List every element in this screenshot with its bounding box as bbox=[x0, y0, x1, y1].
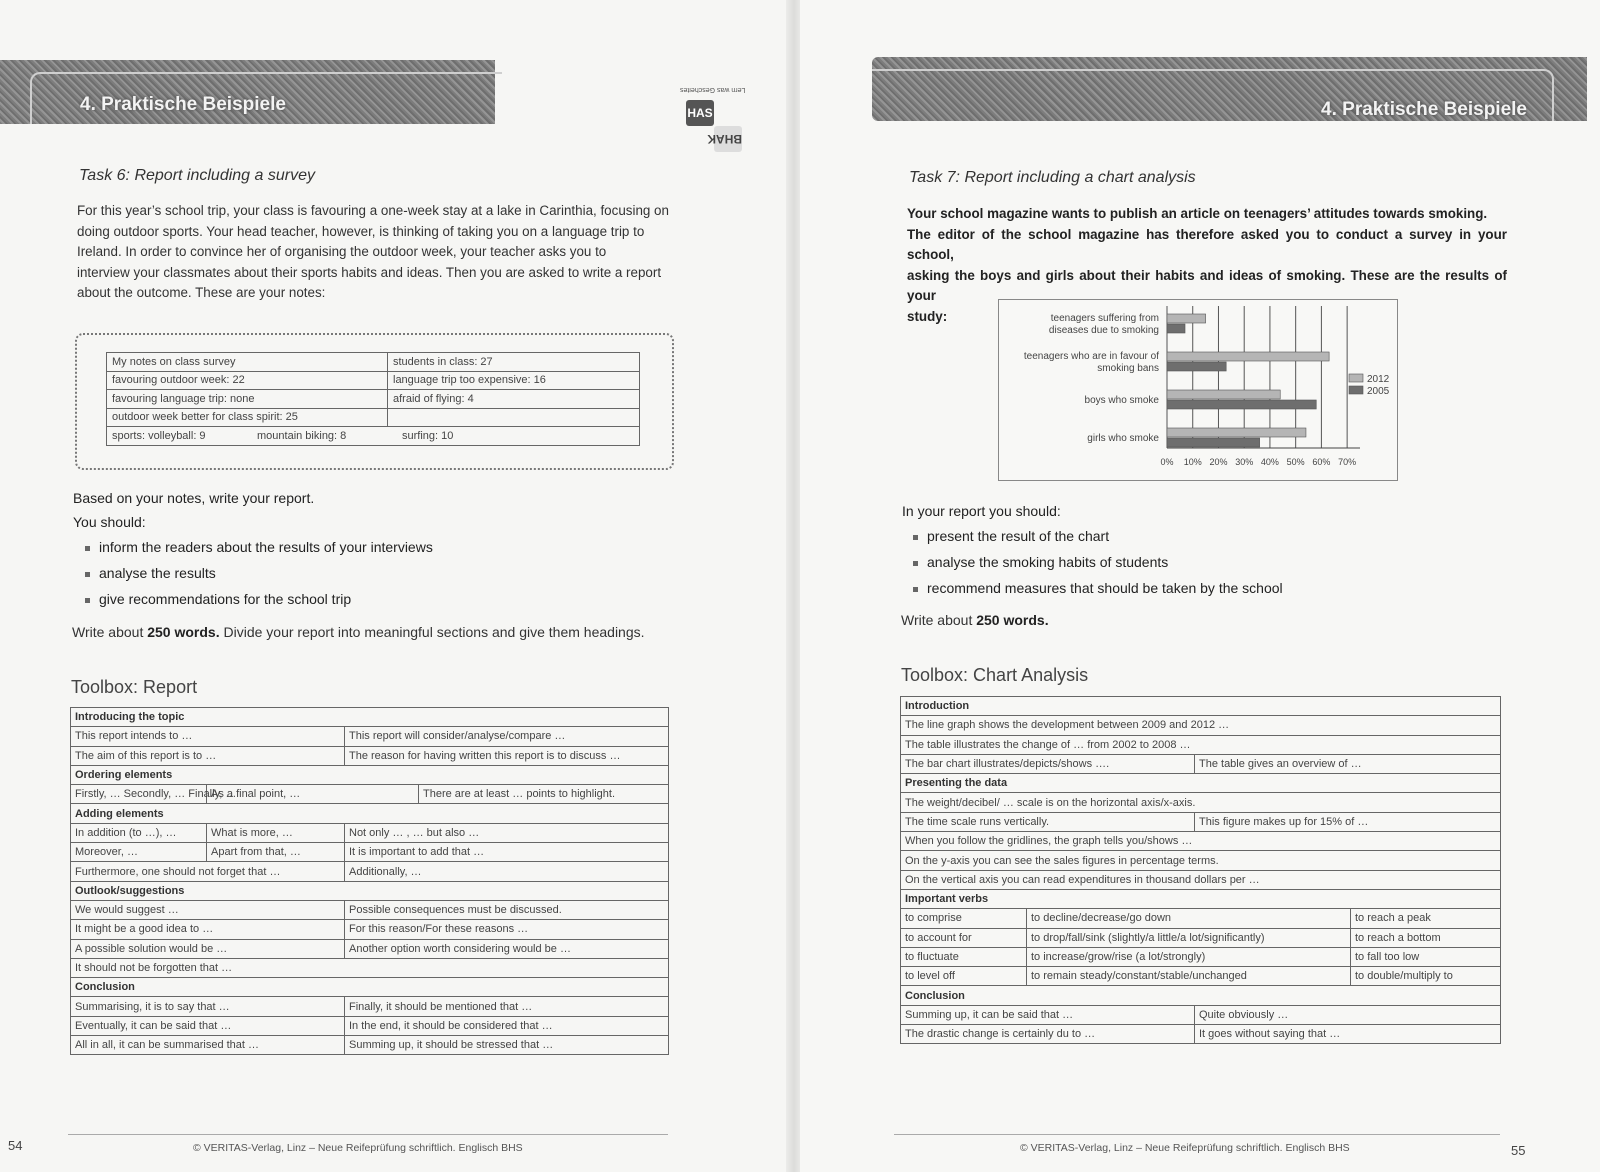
left-banner-title: 4. Praktische Beispiele bbox=[80, 94, 286, 115]
legend-swatch-2012 bbox=[1349, 374, 1363, 382]
category-label: girls who smoke bbox=[1087, 433, 1159, 444]
table-row bbox=[107, 408, 640, 427]
bullet-icon bbox=[85, 572, 90, 577]
bullet-text: give recommendations for the school trip bbox=[99, 591, 352, 607]
phrase-cell: Firstly, … Secondly, … Finally, … bbox=[71, 785, 207, 804]
phrase-cell: The weight/decibel/ … scale is on the horizontal axis/x-axis. bbox=[901, 793, 1501, 812]
phrase-cell: The table gives an overview of … bbox=[1195, 754, 1501, 773]
intro-line: For this year’s school trip, your class is favouring a one-week stay at a lake in Carinthia, focusing on bbox=[77, 203, 669, 218]
write-post: Divide your report into meaningful sections and give them headings. bbox=[219, 624, 645, 640]
notes-cell bbox=[107, 427, 640, 446]
bar-2005 bbox=[1167, 324, 1185, 333]
footer-rule bbox=[894, 1134, 1500, 1135]
phrase-cell: In addition (to …), … bbox=[71, 823, 207, 842]
table-row bbox=[901, 947, 1501, 966]
footer-copyright: © VERITAS-Verlag, Linz – Neue Reifeprüfung schriftlich. Englisch BHS bbox=[193, 1142, 523, 1154]
x-tick-label: 30% bbox=[1235, 457, 1254, 467]
bar-2012 bbox=[1167, 428, 1306, 437]
bullet-icon bbox=[913, 587, 918, 592]
bar-2012 bbox=[1167, 352, 1329, 361]
legend-label: 2005 bbox=[1367, 386, 1390, 397]
phrase-cell: This report intends to … bbox=[71, 727, 345, 746]
bullet-icon bbox=[913, 561, 918, 566]
table-row bbox=[71, 746, 669, 765]
phrase-cell: It goes without saying that … bbox=[1195, 1025, 1501, 1044]
bullet-icon bbox=[85, 546, 90, 551]
category-label: teenagers who are in favour of bbox=[1023, 351, 1159, 362]
notes-cell: language trip too expensive: 16 bbox=[388, 371, 640, 390]
bar-2012 bbox=[1167, 314, 1206, 323]
right-header-banner bbox=[872, 57, 1587, 121]
right-page bbox=[800, 0, 1600, 1172]
notes-cell: outdoor week better for class spirit: 25 bbox=[107, 408, 388, 427]
right-banner-title: 4. Praktische Beispiele bbox=[1321, 99, 1527, 120]
phrase-cell: This report will consider/analyse/compare … bbox=[345, 727, 669, 746]
toolbox-report-title: Toolbox: Report bbox=[71, 677, 198, 697]
phrase-cell: Furthermore, one should not forget that … bbox=[71, 862, 345, 881]
notes-cell: My notes on class survey bbox=[107, 353, 388, 372]
section-heading: Conclusion bbox=[901, 986, 1501, 1005]
section-heading: Presenting the data bbox=[901, 774, 1501, 793]
table-row bbox=[901, 716, 1501, 735]
phrase-cell: Summing up, it should be stressed that … bbox=[345, 1036, 669, 1055]
table-row bbox=[901, 928, 1501, 947]
table-row bbox=[901, 1025, 1501, 1044]
bar-2012 bbox=[1167, 390, 1280, 399]
task-6-word-count bbox=[72, 624, 645, 640]
page-number: 54 bbox=[8, 1138, 23, 1153]
toolbox-chart-table bbox=[900, 696, 1501, 1044]
intro-line: asking the boys and girls about their habits and ideas of smoking. These are the results of your bbox=[907, 267, 1507, 303]
phrase-cell: We would suggest … bbox=[71, 900, 345, 919]
bullet-icon bbox=[85, 598, 90, 603]
table-row bbox=[71, 862, 669, 881]
list-item bbox=[85, 565, 433, 591]
intro-line: Ireland. In order to convince her of organising the outdoor week, your teacher asks you to bbox=[77, 244, 607, 259]
phrase-cell: It is important to add that … bbox=[345, 843, 669, 862]
table-row bbox=[107, 390, 640, 409]
notes-cell: favouring language trip: none bbox=[107, 390, 388, 409]
bullet-text: recommend measures that should be taken by the school bbox=[927, 580, 1283, 596]
phrase-cell: Possible consequences must be discussed. bbox=[345, 900, 669, 919]
notes-cell: favouring outdoor week: 22 bbox=[107, 371, 388, 390]
phrase-cell: It should not be forgotten that … bbox=[71, 958, 669, 977]
table-row bbox=[901, 967, 1501, 986]
phrase-cell: Another option worth considering would be … bbox=[345, 939, 669, 958]
table-row bbox=[901, 889, 1501, 908]
write-words: 250 words. bbox=[147, 624, 220, 640]
table-row bbox=[901, 870, 1501, 889]
table-row bbox=[71, 978, 669, 997]
smoking-chart bbox=[998, 299, 1398, 481]
task-6-title: Task 6: Report including a survey bbox=[79, 167, 315, 184]
legend-label: 2012 bbox=[1367, 374, 1390, 385]
verb-cell: to comprise bbox=[901, 909, 1027, 928]
phrase-cell: As a final point, … bbox=[207, 785, 419, 804]
category-label: boys who smoke bbox=[1084, 395, 1159, 406]
phrase-cell: A possible solution would be … bbox=[71, 939, 345, 958]
bullet-text: analyse the smoking habits of students bbox=[927, 554, 1169, 570]
verb-cell: to drop/fall/sink (slightly/a little/a lot/significantly) bbox=[1027, 928, 1351, 947]
sport-biking: mountain biking: 8 bbox=[257, 429, 347, 442]
table-row bbox=[901, 697, 1501, 716]
chart-svg bbox=[999, 300, 1397, 480]
section-heading: Introduction bbox=[901, 697, 1501, 716]
bar-2005 bbox=[1167, 362, 1226, 371]
bullet-text: inform the readers about the results of your interviews bbox=[99, 539, 433, 555]
section-heading: Introducing the topic bbox=[71, 708, 669, 727]
table-row bbox=[901, 851, 1501, 870]
table-row bbox=[71, 958, 669, 977]
phrase-cell: Summarising, it is to say that … bbox=[71, 997, 345, 1016]
phrase-cell: Eventually, it can be said that … bbox=[71, 1016, 345, 1035]
phrase-cell: When you follow the gridlines, the graph tells you/shows … bbox=[901, 832, 1501, 851]
write-pre: Write about bbox=[901, 612, 977, 628]
phrase-cell: There are at least … points to highlight. bbox=[419, 785, 669, 804]
phrase-cell: Finally, it should be mentioned that … bbox=[345, 997, 669, 1016]
table-row bbox=[71, 900, 669, 919]
phrase-cell: The bar chart illustrates/depicts/shows …. bbox=[901, 754, 1195, 773]
table-row bbox=[71, 843, 669, 862]
section-heading: Ordering elements bbox=[71, 765, 669, 784]
table-row bbox=[71, 708, 669, 727]
task-7-title: Task 7: Report including a chart analysis bbox=[909, 169, 1196, 186]
list-item bbox=[913, 580, 1283, 606]
section-heading: Adding elements bbox=[71, 804, 669, 823]
footer-rule bbox=[68, 1134, 668, 1135]
phrase-cell: The aim of this report is to … bbox=[71, 746, 345, 765]
category-label: diseases due to smoking bbox=[1048, 325, 1159, 336]
x-tick-label: 70% bbox=[1338, 457, 1357, 467]
verb-cell: to fall too low bbox=[1351, 947, 1501, 966]
table-row bbox=[71, 997, 669, 1016]
verb-cell: to reach a peak bbox=[1351, 909, 1501, 928]
phrase-cell: The line graph shows the development between 2009 and 2012 … bbox=[901, 716, 1501, 735]
phrase-cell: The time scale runs vertically. bbox=[901, 812, 1195, 831]
table-row bbox=[71, 1016, 669, 1035]
intro-line: interview your classmates about their sports habits and ideas. Then you are asked to write a report bbox=[77, 264, 662, 280]
phrase-cell: Apart from that, … bbox=[207, 843, 345, 862]
table-row bbox=[901, 1005, 1501, 1024]
list-item bbox=[85, 539, 433, 565]
write-pre: Write about bbox=[72, 624, 148, 640]
phrase-cell: What is more, … bbox=[207, 823, 345, 842]
list-item bbox=[913, 554, 1283, 580]
task-6-instruction: Based on your notes, write your report. bbox=[73, 490, 315, 506]
table-row bbox=[71, 881, 669, 900]
intro-line: The editor of the school magazine has therefore asked you to conduct a survey in your school, bbox=[907, 226, 1507, 262]
table-row bbox=[107, 427, 640, 446]
verb-cell: to increase/grow/rise (a lot/strongly) bbox=[1027, 947, 1351, 966]
table-row bbox=[71, 1036, 669, 1055]
phrase-cell: The reason for having written this report is to discuss … bbox=[345, 746, 669, 765]
table-row bbox=[901, 812, 1501, 831]
x-tick-label: 40% bbox=[1260, 457, 1279, 467]
phrase-cell: Summing up, it can be said that … bbox=[901, 1005, 1195, 1024]
phrase-cell: On the y-axis you can see the sales figures in percentage terms. bbox=[901, 851, 1501, 870]
write-words: 250 words. bbox=[976, 612, 1049, 628]
x-tick-label: 60% bbox=[1312, 457, 1331, 467]
intro-line: study: bbox=[907, 308, 948, 324]
phrase-cell: This figure makes up for 15% of … bbox=[1195, 812, 1501, 831]
list-item bbox=[913, 528, 1283, 554]
table-row bbox=[901, 832, 1501, 851]
tiny-logo-text: Lern was Gescheites bbox=[680, 86, 746, 93]
phrase-cell: The table illustrates the change of … from 2002 to 2008 … bbox=[901, 735, 1501, 754]
page-number: 55 bbox=[1511, 1143, 1526, 1158]
bar-2005 bbox=[1167, 438, 1260, 447]
toolbox-report-table bbox=[70, 707, 669, 1055]
x-tick-label: 50% bbox=[1286, 457, 1305, 467]
task-7-bullets bbox=[913, 528, 1283, 606]
notes-cell: afraid of flying: 4 bbox=[388, 390, 640, 409]
you-should-label: You should: bbox=[73, 514, 146, 530]
task-6-bullets bbox=[85, 539, 433, 617]
phrase-cell: Quite obviously … bbox=[1195, 1005, 1501, 1024]
verb-cell: to decline/decrease/go down bbox=[1027, 909, 1351, 928]
verb-cell: to fluctuate bbox=[901, 947, 1027, 966]
left-page bbox=[0, 0, 792, 1172]
verb-cell: to reach a bottom bbox=[1351, 928, 1501, 947]
phrase-cell: All in all, it can be summarised that … bbox=[71, 1036, 345, 1055]
phrase-cell: In the end, it should be considered that … bbox=[345, 1016, 669, 1035]
intro-line: about the outcome. These are your notes: bbox=[77, 285, 326, 300]
list-item bbox=[85, 591, 433, 617]
verb-cell: to level off bbox=[901, 967, 1027, 986]
intro-line: doing outdoor sports. Your head teacher, however, is thinking of taking you on a language trip to bbox=[77, 223, 645, 239]
phrase-cell: The drastic change is certainly du to … bbox=[901, 1025, 1195, 1044]
task-6-intro bbox=[77, 201, 671, 304]
table-row bbox=[901, 774, 1501, 793]
table-row bbox=[71, 804, 669, 823]
bullet-icon bbox=[913, 535, 918, 540]
phrase-cell: Moreover, … bbox=[71, 843, 207, 862]
phrase-cell: On the vertical axis you can read expenditures in thousand dollars per … bbox=[901, 870, 1501, 889]
x-tick-label: 0% bbox=[1160, 457, 1174, 467]
bullet-text: present the result of the chart bbox=[927, 528, 1110, 544]
x-tick-label: 20% bbox=[1209, 457, 1228, 467]
notes-cell bbox=[388, 408, 640, 427]
sport-volleyball: sports: volleyball: 9 bbox=[112, 429, 206, 442]
table-row bbox=[71, 727, 669, 746]
verb-cell: to account for bbox=[901, 928, 1027, 947]
table-row bbox=[901, 735, 1501, 754]
has-logo: HAS bbox=[686, 100, 714, 126]
table-row bbox=[901, 754, 1501, 773]
category-label: teenagers suffering from bbox=[1050, 313, 1159, 324]
phrase-cell: For this reason/For these reasons … bbox=[345, 920, 669, 939]
phrase-cell: Not only … , … but also … bbox=[345, 823, 669, 842]
section-heading: Outlook/suggestions bbox=[71, 881, 669, 900]
phrase-cell: It might be a good idea to … bbox=[71, 920, 345, 939]
toolbox-chart-title: Toolbox: Chart Analysis bbox=[901, 665, 1089, 685]
footer-copyright: © VERITAS-Verlag, Linz – Neue Reifeprüfung schriftlich. Englisch BHS bbox=[1020, 1142, 1350, 1154]
notes-cell: students in class: 27 bbox=[388, 353, 640, 372]
sport-surfing: surfing: 10 bbox=[402, 429, 454, 442]
section-heading: Conclusion bbox=[71, 978, 669, 997]
section-heading: Important verbs bbox=[901, 889, 1501, 908]
table-row bbox=[71, 785, 669, 804]
legend-swatch-2005 bbox=[1349, 386, 1363, 394]
verb-cell: to double/multiply to bbox=[1351, 967, 1501, 986]
bhak-logo: BHAK bbox=[714, 126, 742, 152]
task-7-word-count bbox=[901, 612, 1049, 628]
verb-cell: to remain steady/constant/stable/unchanged bbox=[1027, 967, 1351, 986]
category-label: smoking bans bbox=[1097, 363, 1159, 374]
phrase-cell: Additionally, … bbox=[345, 862, 669, 881]
table-row bbox=[901, 909, 1501, 928]
bullet-text: analyse the results bbox=[99, 565, 216, 581]
table-row bbox=[71, 920, 669, 939]
left-header-banner bbox=[0, 60, 495, 124]
notes-table bbox=[106, 352, 640, 446]
table-row bbox=[901, 986, 1501, 1005]
bar-2005 bbox=[1167, 400, 1316, 409]
intro-line: Your school magazine wants to publish an article on teenagers’ attitudes towards smoking. bbox=[907, 206, 1488, 221]
table-row bbox=[901, 793, 1501, 812]
x-tick-label: 10% bbox=[1183, 457, 1202, 467]
table-row bbox=[71, 939, 669, 958]
table-row bbox=[107, 353, 640, 372]
you-should-label: In your report you should: bbox=[902, 503, 1061, 519]
table-row bbox=[107, 371, 640, 390]
table-row bbox=[71, 765, 669, 784]
table-row bbox=[71, 823, 669, 842]
